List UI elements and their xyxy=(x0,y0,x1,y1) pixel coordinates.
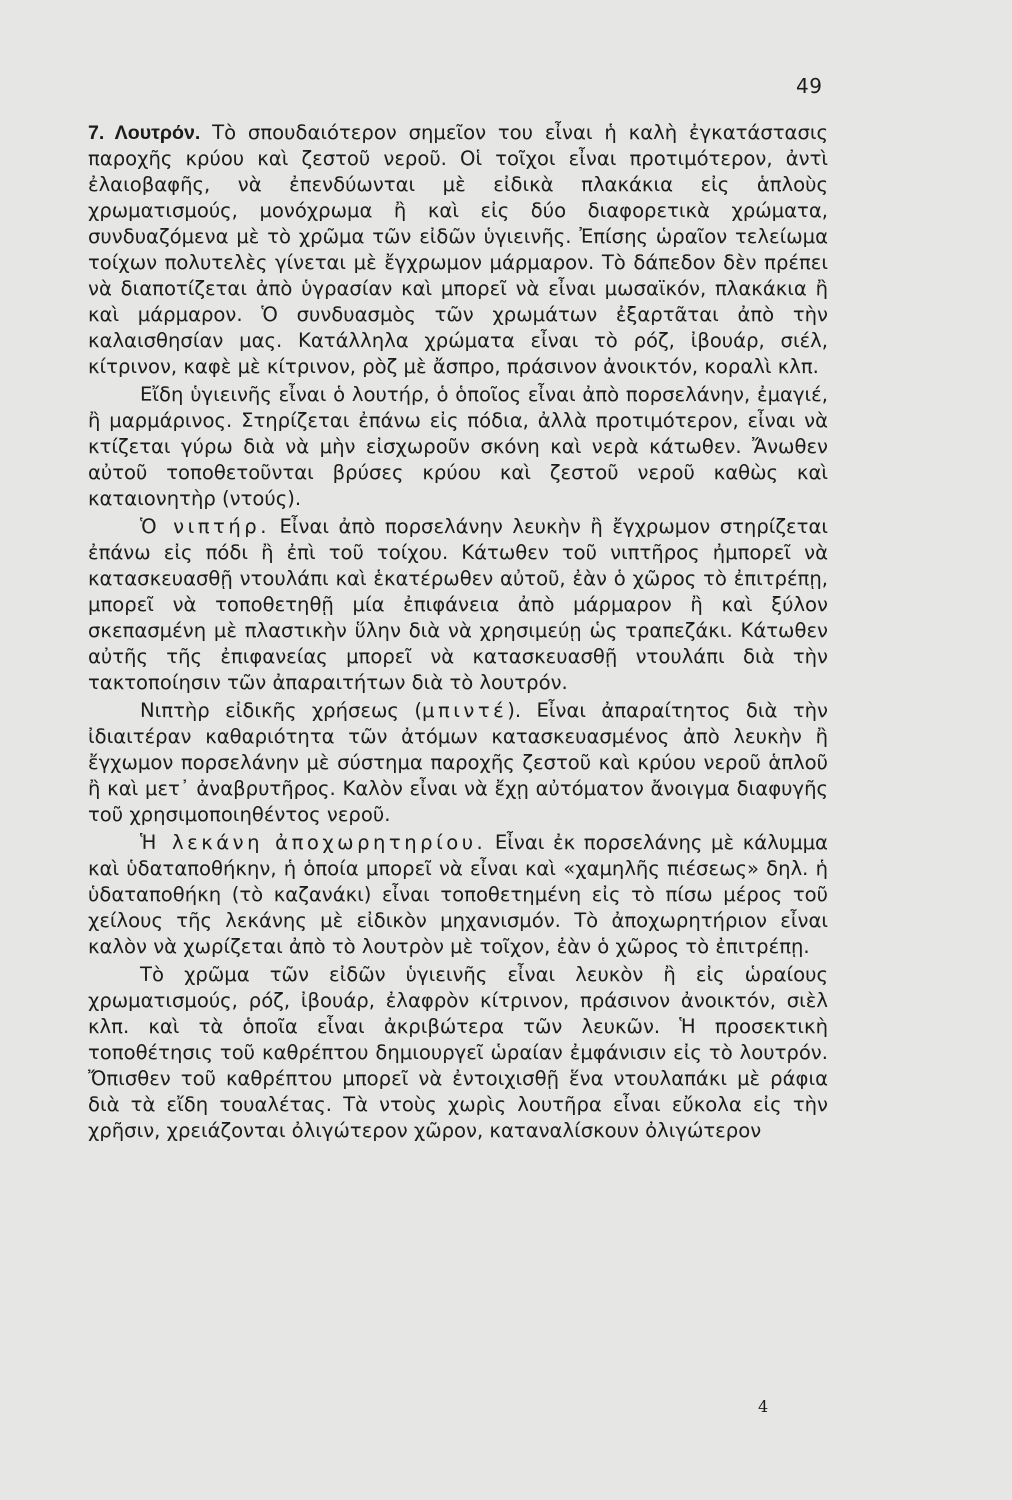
page-number: 49 xyxy=(796,74,823,98)
paragraph-text: Τὸ χρῶμα τῶν εἰδῶν ὑγιεινῆς εἶναι λευκὸν ἢ εἰς ὡραίους χρωματισμούς, ρόζ, ἰβουάρ, ἐλαφρὸν κίτρινον, πράσινον ἀνοικτόν, σιὲλ κλπ. καὶ τὰ ὁποῖα εἶναι ἀκριβώτερα τῶν λευκῶν. Ἡ προσεκτικὴ τοποθέτησις τοῦ καθρέπτου δημιουργεῖ ὡραίαν ἐμφάνισιν εἰς τὸ λουτρόν. Ὄπισθεν τοῦ καθρέπτου μπορεῖ νὰ ἐντοιχισθῇ ἕνα ντουλαπάκι μὲ ράφια διὰ τὰ εἴδη τουαλέτας. Τὰ ντοὺς χωρὶς λουτῆρα εἶναι εὔκολα εἰς τὴν χρῆσιν, χρειάζονται ὀλιγώτερον χῶρον, καταναλίσκουν ὀλιγώτερον xyxy=(88,963,828,1142)
section-heading: Ἡ λεκάνη ἀποχωρητηρίου. xyxy=(140,831,487,854)
paragraph-text: Εἴδη ὑγιεινῆς εἶναι ὁ λουτήρ, ὁ ὁποῖος εἶναι ἀπὸ πορσελάνην, ἐμαγιέ, ἢ μαρμάρινος. Στηρίζεται ἐπάνω εἰς πόδια, ἀλλὰ προτιμότερον, εἶναι νὰ κτίζεται γύρω διὰ νὰ μὴν εἰσχωροῦν σκόνη καὶ νερὰ κάτωθεν. Ἄνωθεν αὐτοῦ τοποθετοῦνται βρύσες κρύου καὶ ζεστοῦ νεροῦ καθὼς καὶ καταιονητὴρ (ντούς). xyxy=(88,383,828,510)
paragraph-text: Τὸ σπουδαιότερον σημεῖον του εἶναι ἡ καλὴ ἐγκατάστασις παροχῆς κρύου καὶ ζεστοῦ νεροῦ. Οἱ τοῖχοι εἶναι προτιμότερον, ἀντὶ ἐλαιοβαφῆς, νὰ ἐπενδύωνται μὲ εἰδικὰ πλακάκια εἰς ἁπλοὺς χρωματισμούς, μονόχρωμα ἢ καὶ εἰς δύο διαφορετικὰ χρώματα, συνδυαζόμενα μὲ τὸ χρῶμα τῶν εἰδῶν ὑγιεινῆς. Ἐπίσης ὡραῖον τελείωμα τοίχων πολυτελὲς γίνεται μὲ ἔγχρωμον μάρμαρον. Τὸ δάπεδον δὲν πρέπει νὰ διαποτίζεται ἀπὸ ὑγρασίαν καὶ μπορεῖ νὰ εἶναι μωσαϊκόν, πλακάκια ἢ καὶ μάρμαρον. Ὁ συνδυασμὸς τῶν χρωμάτων ἐξαρτᾶται ἀπὸ τὴν καλαισθησίαν μας. Κατάλληλα χρώματα εἶναι τὸ ρόζ, ἰβουάρ, σιέλ, κίτρινον, καφὲ μὲ κίτρινον, ρὸζ μὲ ἄσπρο, πράσινον ἀνοικτόν, κοραλὶ κλπ. xyxy=(88,121,828,378)
signature-mark: 4 xyxy=(758,1397,769,1416)
paragraph-text: ). Εἶναι ἀπαραίτητος διὰ τὴν ἰδιαιτέραν καθαριότητα τῶν ἀτόμων κατασκευασμένος ἀπὸ λευκὴν ἢ ἔγχωμον πορσελάνην μὲ σύστημα παροχῆς ζεστοῦ καὶ κρύου νεροῦ ἁπλοῦ ἢ καὶ μετ᾽ ἀναβρυτῆρος. Καλὸν εἶναι νὰ ἔχῃ αὐτόματον ἄνοιγμα διαφυγῆς τοῦ χρησιμοποιηθέντος νεροῦ. xyxy=(88,699,828,826)
spaced-word: μπιντέ xyxy=(421,699,508,722)
paragraph-bathroom xyxy=(88,120,828,380)
paragraph-bidet xyxy=(88,698,828,828)
paragraph-text: Εἶναι ἐκ πορσελάνης μὲ κάλυμμα καὶ ὑδαταποθήκην, ἡ ὁποία μπορεῖ νὰ εἶναι καὶ «χαμηλῆς πιέσεως» δηλ. ἡ ὑδαταποθήκη (τὸ καζανάκι) εἶναι τοποθετημένη εἰς τὸ πίσω μέρος τοῦ χείλους τῆς λεκάνης μὲ εἰδικὸν μηχανισμόν. Τὸ ἀποχωρητήριον εἶναι καλὸν νὰ χωρίζεται ἀπὸ τὸ λουτρὸν μὲ τοῖχον, ἐὰν ὁ χῶρος τὸ ἐπιτρέπῃ. xyxy=(88,831,828,958)
paragraph-text: Νιπτὴρ εἰδικῆς χρήσεως ( xyxy=(140,699,422,722)
paragraph-washbasin xyxy=(88,514,828,696)
section-heading: 7. Λουτρόν. xyxy=(88,122,201,144)
paragraph-colour xyxy=(88,962,828,1144)
section-heading: Ὁ νιπτήρ. xyxy=(140,515,270,538)
body-text xyxy=(88,120,828,1146)
paragraph-text: Εἶναι ἀπὸ πορσελάνην λευκὴν ἢ ἔγχρωμον στηρίζεται ἐπάνω εἰς πόδι ἢ ἐπὶ τοῦ τοίχου. Κάτωθεν τοῦ νιπτῆρος ἠμπορεῖ νὰ κατασκευασθῇ ντουλάπι καὶ ἑκατέρωθεν αὐτοῦ, ἐὰν ὁ χῶρος τὸ ἐπιτρέπῃ, μπορεῖ νὰ τοποθετηθῇ μία ἐπιφάνεια ἀπὸ μάρμαρον ἢ καὶ ξύλον σκεπασμένη μὲ πλαστικὴν ὕλην διὰ νὰ χρησιμεύῃ ὡς τραπεζάκι. Κάτωθεν αὐτῆς τῆς ἐπιφανείας μπορεῖ νὰ κατασκευασθῇ ντουλάπι διὰ τὴν τακτοποίησιν τῶν ἀπαραιτήτων διὰ τὸ λουτρόν. xyxy=(88,515,828,694)
paragraph-sanitary-ware xyxy=(88,382,828,512)
paragraph-toilet xyxy=(88,830,828,960)
